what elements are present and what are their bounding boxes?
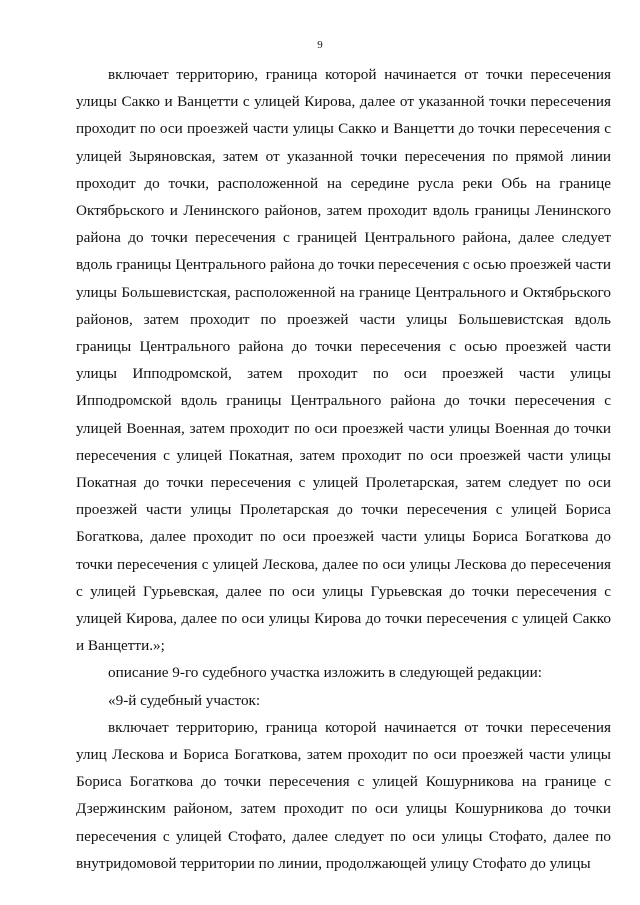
document-body [76,61,611,877]
paragraph-district-8-boundary: включает территорию, граница которой начинается от точки пересечения улицы Сакко и Ванцетти с улицей Кирова, далее от указанной точки пересечения проходит по оси проезжей части улицы Сакко и Ванцетти до точки пересечения с улицей Зыряновская, затем от указанной точки пересечения по прямой линии проходит до точки, расположенной на середине русла реки Обь на границе Октябрьского и Ленинского районов, затем проходит вдоль границы Ленинского района до точки пересечения с границей Центрального района, далее следует вдоль границы Центрального района до точки пересечения с осью проезжей части улицы Большевистская, расположенной на границе Центрального и Октябрьского районов, затем проходит по проезжей части улицы Большевистская вдоль границы Центрального района до точки пересечения с осью проезжей части улицы Ипподромской, затем проходит по оси проезжей части улицы Ипподромской вдоль границы Центрального района до точки пересечения с улицей Военная, затем проходит по оси проезжей части улицы Военная до точки пересечения с улицей Покатная, затем проходит по оси проезжей части улицы Покатная до точки пересечения с улицей Пролетарская, затем следует по оси проезжей части улицы Пролетарская до точки пересечения с улицей Бориса Богаткова, далее проходит по оси проезжей части улицы Бориса Богаткова до точки пересечения с улицей Лескова, далее по оси улицы Лескова до пересечения с улицей Гурьевская, далее по оси улицы Гурьевская до точки пересечения с улицей Кирова, далее по оси улицы Кирова до точки пересечения с улицей Сакко и Ванцетти.»; [76,66,611,655]
paragraph-district-9-heading: «9-й судебный участок: [108,691,261,709]
page-number: 9 [317,39,323,51]
paragraph-amendment-intro: описание 9-го судебного участка изложить в следующей редакции: [108,664,542,682]
paragraph-district-9-boundary: включает территорию, граница которой начинается от точки пересечения улиц Лескова и Бориса Богаткова, затем проходит по оси проезжей части улицы Бориса Богаткова до точки пересечения с улицей Кошурникова на границе с Дзержинским районом, затем проходит по оси улицы Кошурникова до точки пересечения с улицей Стофато, далее следует по оси улицы Стофато, далее по внутридомовой территории по линии, продолжающей улицу Стофато до улицы [76,718,611,872]
